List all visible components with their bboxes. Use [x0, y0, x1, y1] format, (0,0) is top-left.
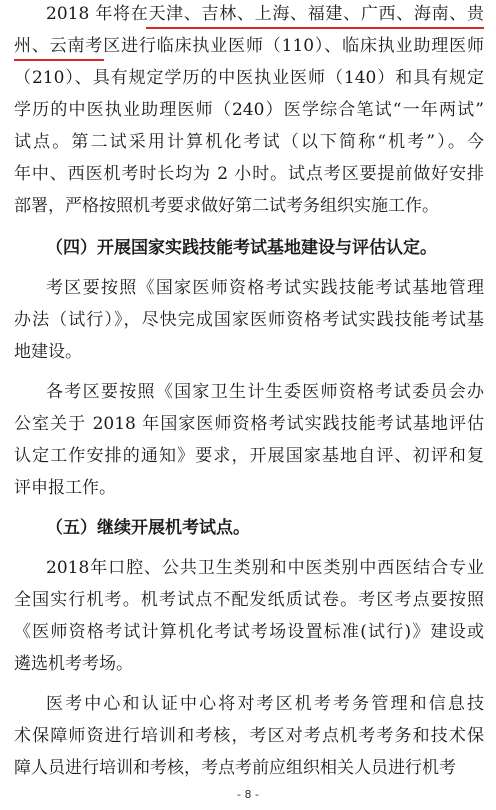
- paragraph-line: （210）、具有规定学历的中医执业医师（140）和具有规定: [14, 68, 484, 88]
- page-number: - 8 -: [237, 788, 259, 801]
- red-underline: [14, 59, 104, 61]
- paragraph-line: 学历的中医执业助理医师（240）医学综合笔试“一年两试”: [14, 100, 484, 120]
- paragraph-line: 地建设。: [14, 342, 82, 362]
- paragraph-line: 年中、西医机考时长均为 2 小时。试点考区要提前做好安排: [14, 164, 484, 184]
- paragraph-line: 各考区要按照《国家卫生计生委医师资格考试委员会办: [46, 382, 484, 402]
- paragraph-line: 术保障师资进行培训和考核，考区对考点机考考务和技术保: [14, 726, 484, 746]
- paragraph-line: 试点。第二试采用计算机化考试（以下简称“机考”）。今: [14, 132, 484, 152]
- paragraph-line: 遴选机考考场。: [14, 654, 133, 674]
- paragraph-line: 医考中心和认证中心将对考区机考考务管理和信息技: [46, 694, 484, 714]
- section-heading: （五）继续开展机考试点。: [46, 518, 250, 538]
- paragraph-line: 障人员进行培训和考核，考点考前应组织相关人员进行机考: [14, 758, 456, 778]
- paragraph-line: 2018年口腔、公共卫生类别和中医类别中西医结合专业: [46, 558, 484, 578]
- paragraph-line: 办法（试行）》，尽快完成国家医师资格考试实践技能考试基: [14, 310, 484, 330]
- paragraph-line: 公室关于 2018 年国家医师资格考试实践技能考试基地评估: [14, 414, 484, 434]
- paragraph-line: 认定工作安排的通知》要求，开展国家基地自评、初评和复: [14, 446, 484, 466]
- paragraph-line: 州、云南考区进行临床执业医师（110）、临床执业助理医师: [14, 36, 484, 56]
- section-heading: （四）开展国家实践技能考试基地建设与评估认定。: [46, 238, 437, 258]
- red-underline: [146, 27, 484, 29]
- paragraph-line: 部署，严格按照机考要求做好第二试考务组织实施工作。: [14, 196, 439, 216]
- paragraph-line: 考区要按照《国家医师资格考试实践技能考试基地管理: [46, 278, 484, 298]
- paragraph-line: 《医师资格考试计算机化考试考场设置标准(试行)》建设或: [14, 622, 484, 642]
- paragraph-line: 全国实行机考。机考试点不配发纸质试卷。考区考点要按照: [14, 590, 484, 610]
- paragraph-line: 评申报工作。: [14, 478, 116, 498]
- paragraph-line: 2018 年将在天津、吉林、上海、福建、广西、海南、贵: [46, 4, 484, 24]
